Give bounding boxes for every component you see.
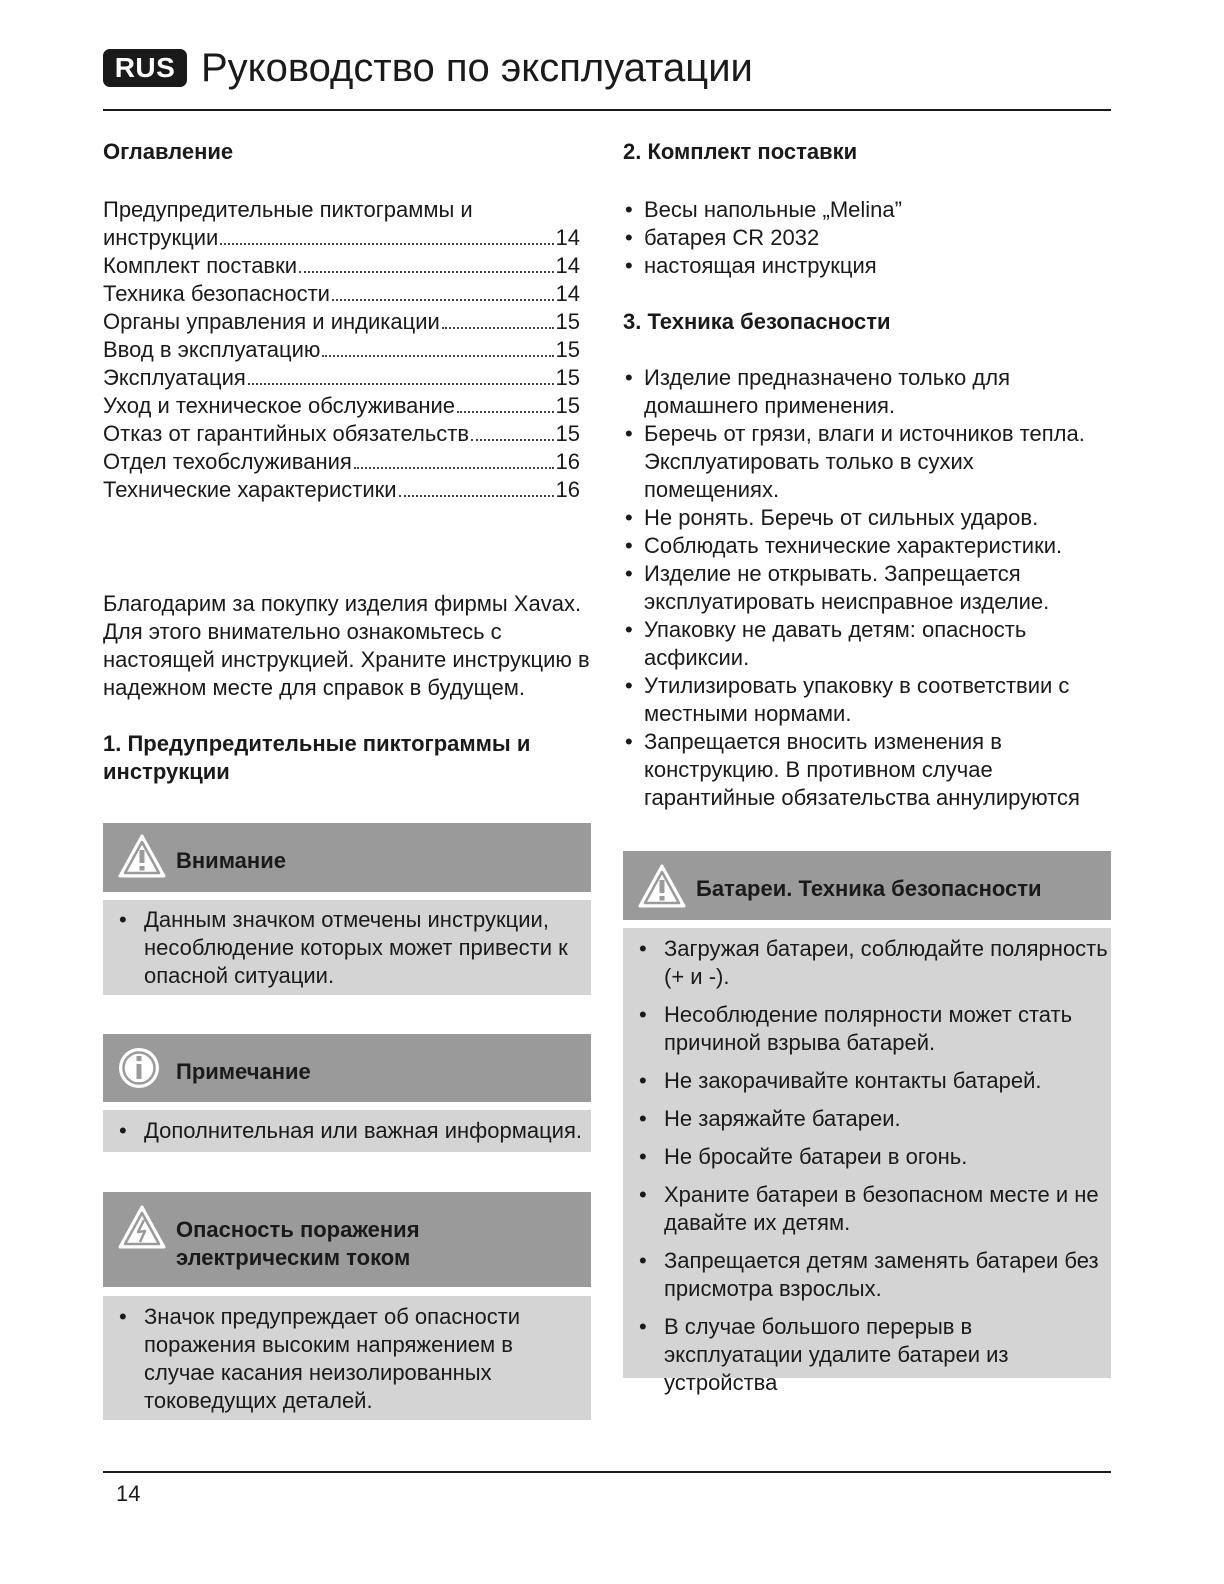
list-item: • Беречь от грязи, влаги и источников тепла. Эксплуатировать только в сухих помещениях. bbox=[623, 420, 1111, 504]
toc-entry bbox=[103, 364, 580, 392]
note-box-title: Примечание bbox=[176, 1059, 311, 1084]
toc-entry bbox=[103, 308, 580, 336]
right-column bbox=[623, 138, 1111, 812]
toc-entry bbox=[103, 224, 580, 252]
toc-leader-dots bbox=[354, 466, 554, 469]
language-badge: RUS bbox=[103, 49, 187, 87]
toc-entry bbox=[103, 336, 580, 364]
toc-leader-dots bbox=[299, 270, 553, 273]
list-item: • Запрещается вносить изменения в конструкцию. В противном случае гарантийные обязательства аннулируются bbox=[623, 728, 1111, 812]
page-number: 14 bbox=[116, 1481, 141, 1506]
section-3-list bbox=[623, 364, 1111, 812]
toc-leader-dots bbox=[399, 494, 554, 497]
list-item: • батарея CR 2032 bbox=[623, 224, 1111, 252]
list-item: • Изделие не открывать. Запрещается эксплуатировать неисправное изделие. bbox=[623, 560, 1111, 616]
info-circle-icon bbox=[117, 1046, 161, 1090]
toc-leader-dots bbox=[322, 354, 553, 357]
footer-rule bbox=[103, 1471, 1111, 1473]
list-item: • Загружая батареи, соблюдайте полярность (+ и -). bbox=[623, 935, 1111, 991]
list-item: • Не ронять. Беречь от сильных ударов. bbox=[623, 504, 1111, 532]
section-3-heading: 3. Техника безопасности bbox=[623, 309, 891, 334]
list-item: • Изделие предназначено только для домашнего применения. bbox=[623, 364, 1111, 420]
toc-leader-dots bbox=[248, 382, 554, 385]
toc-entry-label: Эксплуатация bbox=[103, 365, 246, 390]
electric-box-text: • Значок предупреждает об опасности поражения высоким напряжением в случае касания неизолированных токоведущих деталей. bbox=[103, 1303, 591, 1415]
warning-box-header bbox=[103, 823, 591, 892]
left-column bbox=[103, 138, 591, 504]
toc-entry-label: Технические характеристики bbox=[103, 477, 397, 502]
table-of-contents bbox=[103, 196, 580, 504]
list-item: • Несоблюдение полярности может стать причиной взрыва батарей. bbox=[623, 1001, 1111, 1057]
toc-entry-page: 14 bbox=[555, 225, 580, 250]
section-1 bbox=[103, 730, 591, 786]
toc-entry-label: Органы управления и индикации bbox=[103, 309, 440, 334]
toc-entry-first-line: Предупредительные пиктограммы и bbox=[103, 197, 473, 222]
toc-entry-page: 16 bbox=[555, 477, 580, 502]
battery-box-header bbox=[623, 851, 1111, 920]
toc-entry bbox=[103, 280, 580, 308]
toc-entry-page: 15 bbox=[555, 365, 580, 390]
toc-entry-page: 15 bbox=[555, 421, 580, 446]
toc-entry-label: Отдел техобслуживания bbox=[103, 449, 352, 474]
electric-box-title: Опасность поражения электрическим током bbox=[176, 1217, 420, 1270]
list-item: • Весы напольные „Melina” bbox=[623, 196, 1111, 224]
list-item: • В случае большого перерыв в эксплуатации удалите батареи из устройства bbox=[623, 1313, 1111, 1397]
toc-entry-page: 15 bbox=[555, 337, 580, 362]
electric-shock-icon bbox=[117, 1204, 167, 1250]
list-item: • Не заряжайте батареи. bbox=[623, 1105, 1111, 1133]
note-box-text: • Дополнительная или важная информация. bbox=[103, 1117, 591, 1145]
toc-entry bbox=[103, 252, 580, 280]
section-2-heading: 2. Комплект поставки bbox=[623, 139, 858, 164]
warning-box-title: Внимание bbox=[176, 848, 286, 873]
toc-leader-dots bbox=[332, 298, 554, 301]
intro-text: Благодарим за покупку изделия фирмы Xavax. Для этого внимательно ознакомьтесь с настоящей инструкцией. Храните инструкцию в надежном месте для справок в будущем. bbox=[103, 591, 590, 700]
toc-leader-dots bbox=[471, 438, 553, 441]
toc-entry bbox=[103, 392, 580, 420]
electric-box-header bbox=[103, 1192, 591, 1287]
toc-heading: Оглавление bbox=[103, 139, 234, 164]
warning-box-text: • Данным значком отмечены инструкции, несоблюдение которых может привести к опасной ситуации. bbox=[103, 906, 591, 990]
toc-entry-page: 14 bbox=[555, 281, 580, 306]
toc-entry-page: 15 bbox=[555, 393, 580, 418]
toc-entry-page: 16 bbox=[555, 449, 580, 474]
toc-entry bbox=[103, 476, 580, 504]
list-item: • Соблюдать технические характеристики. bbox=[623, 532, 1111, 560]
toc-entry-page: 14 bbox=[555, 253, 580, 278]
toc-entry bbox=[103, 448, 580, 476]
electric-box-body bbox=[103, 1296, 591, 1420]
section-1-heading: 1. Предупредительные пиктограммы и инструкции bbox=[103, 731, 531, 784]
toc-entry-label: Ввод в эксплуатацию bbox=[103, 337, 321, 362]
list-item: • Не закорачивайте контакты батарей. bbox=[623, 1067, 1111, 1095]
battery-box-title: Батареи. Техника безопасности bbox=[696, 876, 1042, 901]
warning-box-body bbox=[103, 900, 591, 995]
toc-entry bbox=[103, 420, 580, 448]
toc-leader-dots bbox=[457, 410, 553, 413]
section-2-list bbox=[623, 196, 1111, 280]
list-item: • Утилизировать упаковку в соответствии с местными нормами. bbox=[623, 672, 1111, 728]
toc-entry-label: Техника безопасности bbox=[103, 281, 330, 306]
header-rule bbox=[103, 109, 1111, 111]
toc-entry-label: Отказ от гарантийных обязательств bbox=[103, 421, 470, 446]
list-item: • Не бросайте батареи в огонь. bbox=[623, 1143, 1111, 1171]
warning-triangle-icon bbox=[637, 863, 687, 909]
list-item: • Упаковку не давать детям: опасность асфиксии. bbox=[623, 616, 1111, 672]
page-title: Руководство по эксплуатации bbox=[201, 46, 753, 90]
note-box-header bbox=[103, 1034, 591, 1102]
toc-leader-dots bbox=[442, 326, 554, 329]
toc-entry-label: инструкции bbox=[103, 225, 219, 250]
note-box-body bbox=[103, 1110, 591, 1152]
page-header bbox=[103, 44, 1111, 112]
warning-triangle-icon bbox=[117, 833, 167, 879]
list-item: • настоящая инструкция bbox=[623, 252, 1111, 280]
list-item: • Храните батареи в безопасном месте и не давайте их детям. bbox=[623, 1181, 1111, 1237]
battery-box-body bbox=[623, 928, 1111, 1395]
toc-entry-label: Комплект поставки bbox=[103, 253, 298, 278]
toc-leader-dots bbox=[220, 242, 553, 245]
toc-entry-page: 15 bbox=[555, 309, 580, 334]
toc-entry-label: Уход и техническое обслуживание bbox=[103, 393, 456, 418]
list-item: • Запрещается детям заменять батареи без присмотра взрослых. bbox=[623, 1247, 1111, 1303]
